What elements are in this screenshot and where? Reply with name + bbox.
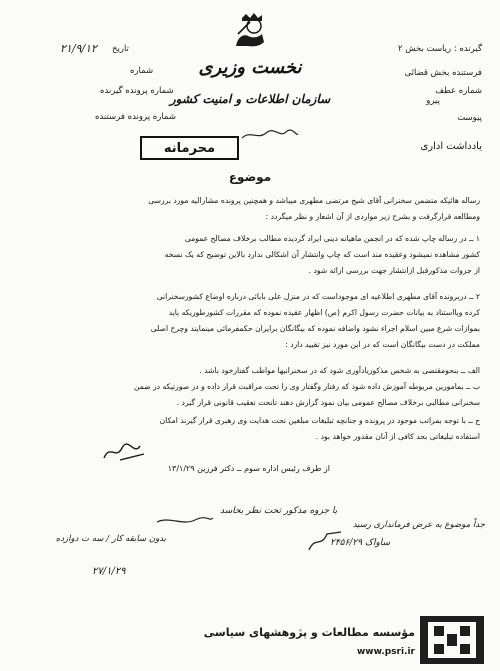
body-line: ۲ ــ دربرونده آقای مطهری اطلاعیه ای موجوداست که در منزل علی بابائی درباره اوضاع کشورسخنرانی bbox=[156, 292, 480, 301]
receiver-file-number-label: شماره پرونده گیرنده bbox=[100, 86, 174, 96]
institute-logo bbox=[420, 616, 484, 664]
body-line: استفاده تبلیغاتی بحد کافی از آنان مقدور خواهد بود . bbox=[315, 432, 480, 441]
handwritten-scribble-icon bbox=[240, 128, 300, 142]
sender-field: فرستنده بخش قضائی bbox=[404, 68, 482, 78]
memo-label: یادداشت اداری bbox=[420, 141, 482, 152]
body-line: ج ــ با توجه بمراتب موجود در پرونده و جنانچه تبلیغات مبلغین تحت هدایت وی رهبری قرار گیرند امکان bbox=[159, 416, 480, 425]
classification-text: محرمانه bbox=[163, 140, 216, 156]
body-line: سخنرانی مطالبی برخلاف مصالح عمومی بیان نمود گزارش دهند تاتحت تعقیب قانونی قرار گیرد . bbox=[176, 398, 480, 407]
body-line: مملکت در دست بیگانگان است که در این مورد نیز تقیید دارد : bbox=[285, 340, 480, 349]
body-line: از جزوات مذکورقبل ازانتشار جهت بررسی ارائه شود . bbox=[308, 266, 480, 275]
handwritten-date-left: ۲۷/۱/۲۹ bbox=[92, 566, 126, 577]
body-line: ومطالعه قرارگرفت و بشرح زیر مواردی از آن اشعار و نظر میگردد : bbox=[265, 212, 480, 221]
classification-stamp bbox=[140, 136, 239, 160]
reference-field: شماره عطف bbox=[435, 86, 482, 96]
body-line: بموازات شرع مبین اسلام اجراء نشود واضافه نموده که بیگانگان برایران حکمفرمائی مینمایند وچرخ اصلی bbox=[150, 324, 480, 333]
signature-block-text: از طرف رئیس اداره سوم ــ دکتر فرزین ۱۳/۱/۲۹ bbox=[167, 464, 330, 473]
date-value: ۲۱/۹/۱۲ bbox=[60, 42, 97, 55]
handwritten-note-right: ساواک ۲۴۵۶/۲۹ bbox=[330, 538, 391, 548]
subject-heading: موضوع bbox=[228, 170, 272, 184]
letterhead-title: نخست وزیری bbox=[198, 57, 302, 78]
prior-field: پیرو bbox=[426, 96, 440, 106]
footer-url[interactable]: www.psri.ir bbox=[356, 647, 415, 657]
receiver-field: گیرنده : ریاست بخش ۲ bbox=[397, 44, 482, 54]
handwritten-underline-icon bbox=[155, 512, 215, 528]
body-line: کشور مشاهده نمیشود وعقیده مند است که چاپ وانتشار آن اشکالی ندارد بالاین توضیح که یک نسخه bbox=[164, 250, 480, 259]
date-label: تاریخ bbox=[112, 44, 129, 54]
number-label: شماره bbox=[130, 66, 154, 76]
sender-file-number-label: شماره پرونده فرستنده bbox=[95, 112, 176, 122]
handwritten-note-center: با جزوه مذکور تحت نظر بحاسد bbox=[220, 506, 338, 516]
body-line: ب ــ بمامورین مربوطه آموزش داده شود که رفتار وگفتار وی را تحت مراقبت قرار داده و در صورتیکه در ضمن bbox=[133, 382, 480, 391]
body-line: الف ــ بنحومقتضی به شخص مذکوریادآوری شود که در سخنرانیها مواظب گفتارخود باشد . bbox=[199, 366, 480, 375]
handwritten-signature-note: بدون سابقه کار / سه ت دوازده bbox=[55, 534, 166, 544]
body-line: ۱ ــ در رساله چاپ شده که در انجمن ماهیانه دینی ایراد گردیده مطالب برخلاف مصالح عمومی bbox=[184, 234, 480, 243]
institute-logo-icon bbox=[420, 616, 484, 664]
handwritten-note-line: جداً موضوع به عرض فرمانداری رسید bbox=[352, 520, 485, 530]
letterhead-subtitle: سازمان اطلاعات و امنیت کشور bbox=[169, 92, 331, 106]
body-line: رساله هائیکه متضمن سخنرانی آقای شیخ مرتضی مطهری میباشد و همچنین پرونده مشارالیه مورد بررسی bbox=[148, 196, 480, 205]
handwritten-mark-icon bbox=[305, 528, 345, 554]
lion-and-sun-emblem-icon bbox=[232, 12, 268, 52]
footer-institute-name: مؤسسه مطالعات و پژوهشهای سیاسی bbox=[203, 626, 415, 639]
body-line: کرده وبااستناد به بیانات حضرت رسول اکرم (ص) اظهار عقیده نموده که مقررات کشورطوریکه باید bbox=[168, 308, 480, 317]
attachment-field: پیوست bbox=[457, 113, 482, 123]
signature-icon bbox=[100, 440, 148, 464]
